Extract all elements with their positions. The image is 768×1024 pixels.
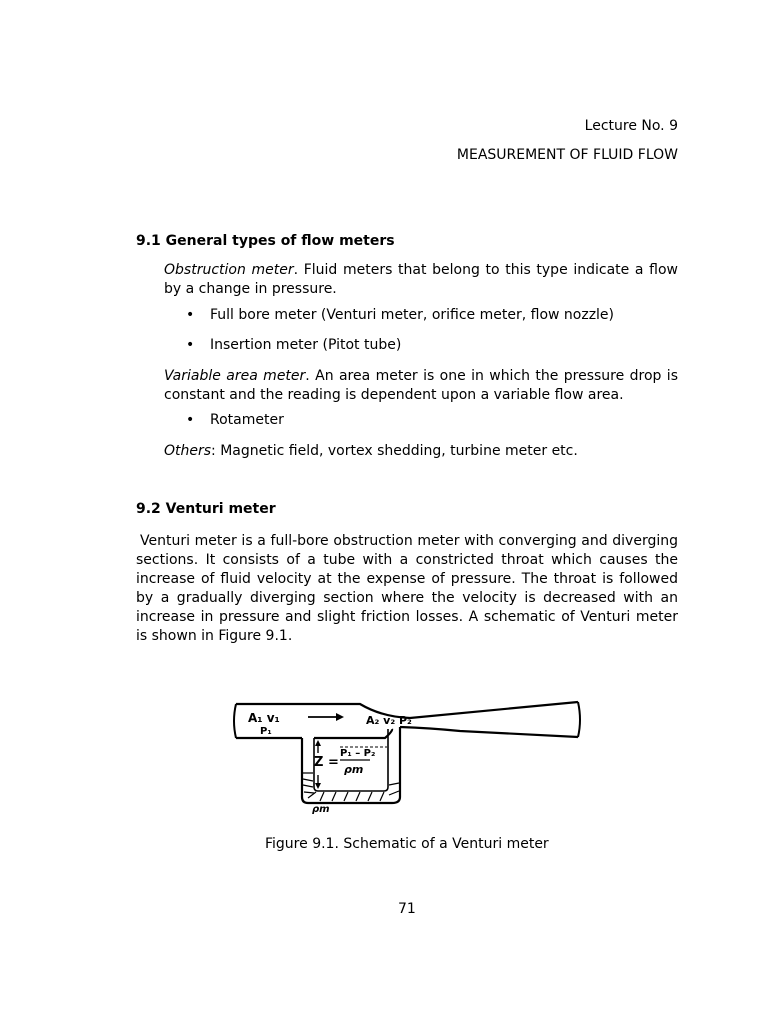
others-text: : Magnetic field, vortex shedding, turbine meter etc. [211,443,578,459]
section-heading-9-2: 9.2 Venturi meter [136,501,276,517]
label-a2-v2-p2: A₂ v₂ P₂ [366,714,412,727]
label-pressure-diff: P₁ – P₂ [340,748,376,759]
list-item-text: Rotameter [210,412,284,428]
figure-caption: Figure 9.1. Schematic of a Venturi meter [265,836,549,852]
section-heading-9-1: 9.1 General types of flow meters [136,233,395,249]
list-item-text: Insertion meter (Pitot tube) [210,337,402,353]
pipe-bottom-wall-mid [314,729,392,738]
obstruction-paragraph [164,261,678,299]
lecture-number: Lecture No. 9 [584,118,678,134]
obstruction-text: . Fluid meters that belong to this type indicate a flow by a change in pressure. [164,262,678,297]
variable-text: . An area meter is one in which the pressure drop is constant and the reading is dependent upon a variable flow area. [164,368,678,403]
obstruction-term: Obstruction meter [164,262,294,278]
page-title: MEASUREMENT OF FLUID FLOW [456,147,678,163]
z-arrow-bottom-head [315,783,321,789]
bullet-icon: • [186,307,195,323]
bullet-icon: • [186,337,195,353]
venturi-meter-figure [230,695,582,817]
label-rho-denominator: ρm [344,763,364,776]
label-p1: P₁ [260,726,272,737]
others-paragraph [164,442,678,461]
label-a1-v1: A₁ v₁ [248,711,280,725]
others-term: Others [164,443,212,459]
pipe-outlet-end [578,702,580,737]
pipe-bottom-wall-right [400,727,578,737]
venturi-paragraph: Venturi meter is a full-bore obstruction meter with converging and diverging sections. It consists of a tube with a constricted throat which causes the increase of fluid velocity at the expense of pressure. The throat is followed by a gradually diverging section where the velocity is decreased with an increase in pressure and slight friction losses. A schematic of Venturi meter is shown in Figure 9.1. [136,533,678,644]
flow-arrow-head [336,713,344,721]
label-rho-m: ρm [312,804,330,815]
page-number: 71 [398,901,416,917]
variable-area-paragraph [164,367,678,405]
bullet-icon: • [186,412,195,428]
label-z: Z = [314,755,339,770]
list-item-text: Full bore meter (Venturi meter, orifice meter, flow nozzle) [210,307,615,323]
variable-term: Variable area meter [164,368,306,384]
z-arrow-top-head [315,740,321,746]
pipe-inlet-end [234,704,236,738]
